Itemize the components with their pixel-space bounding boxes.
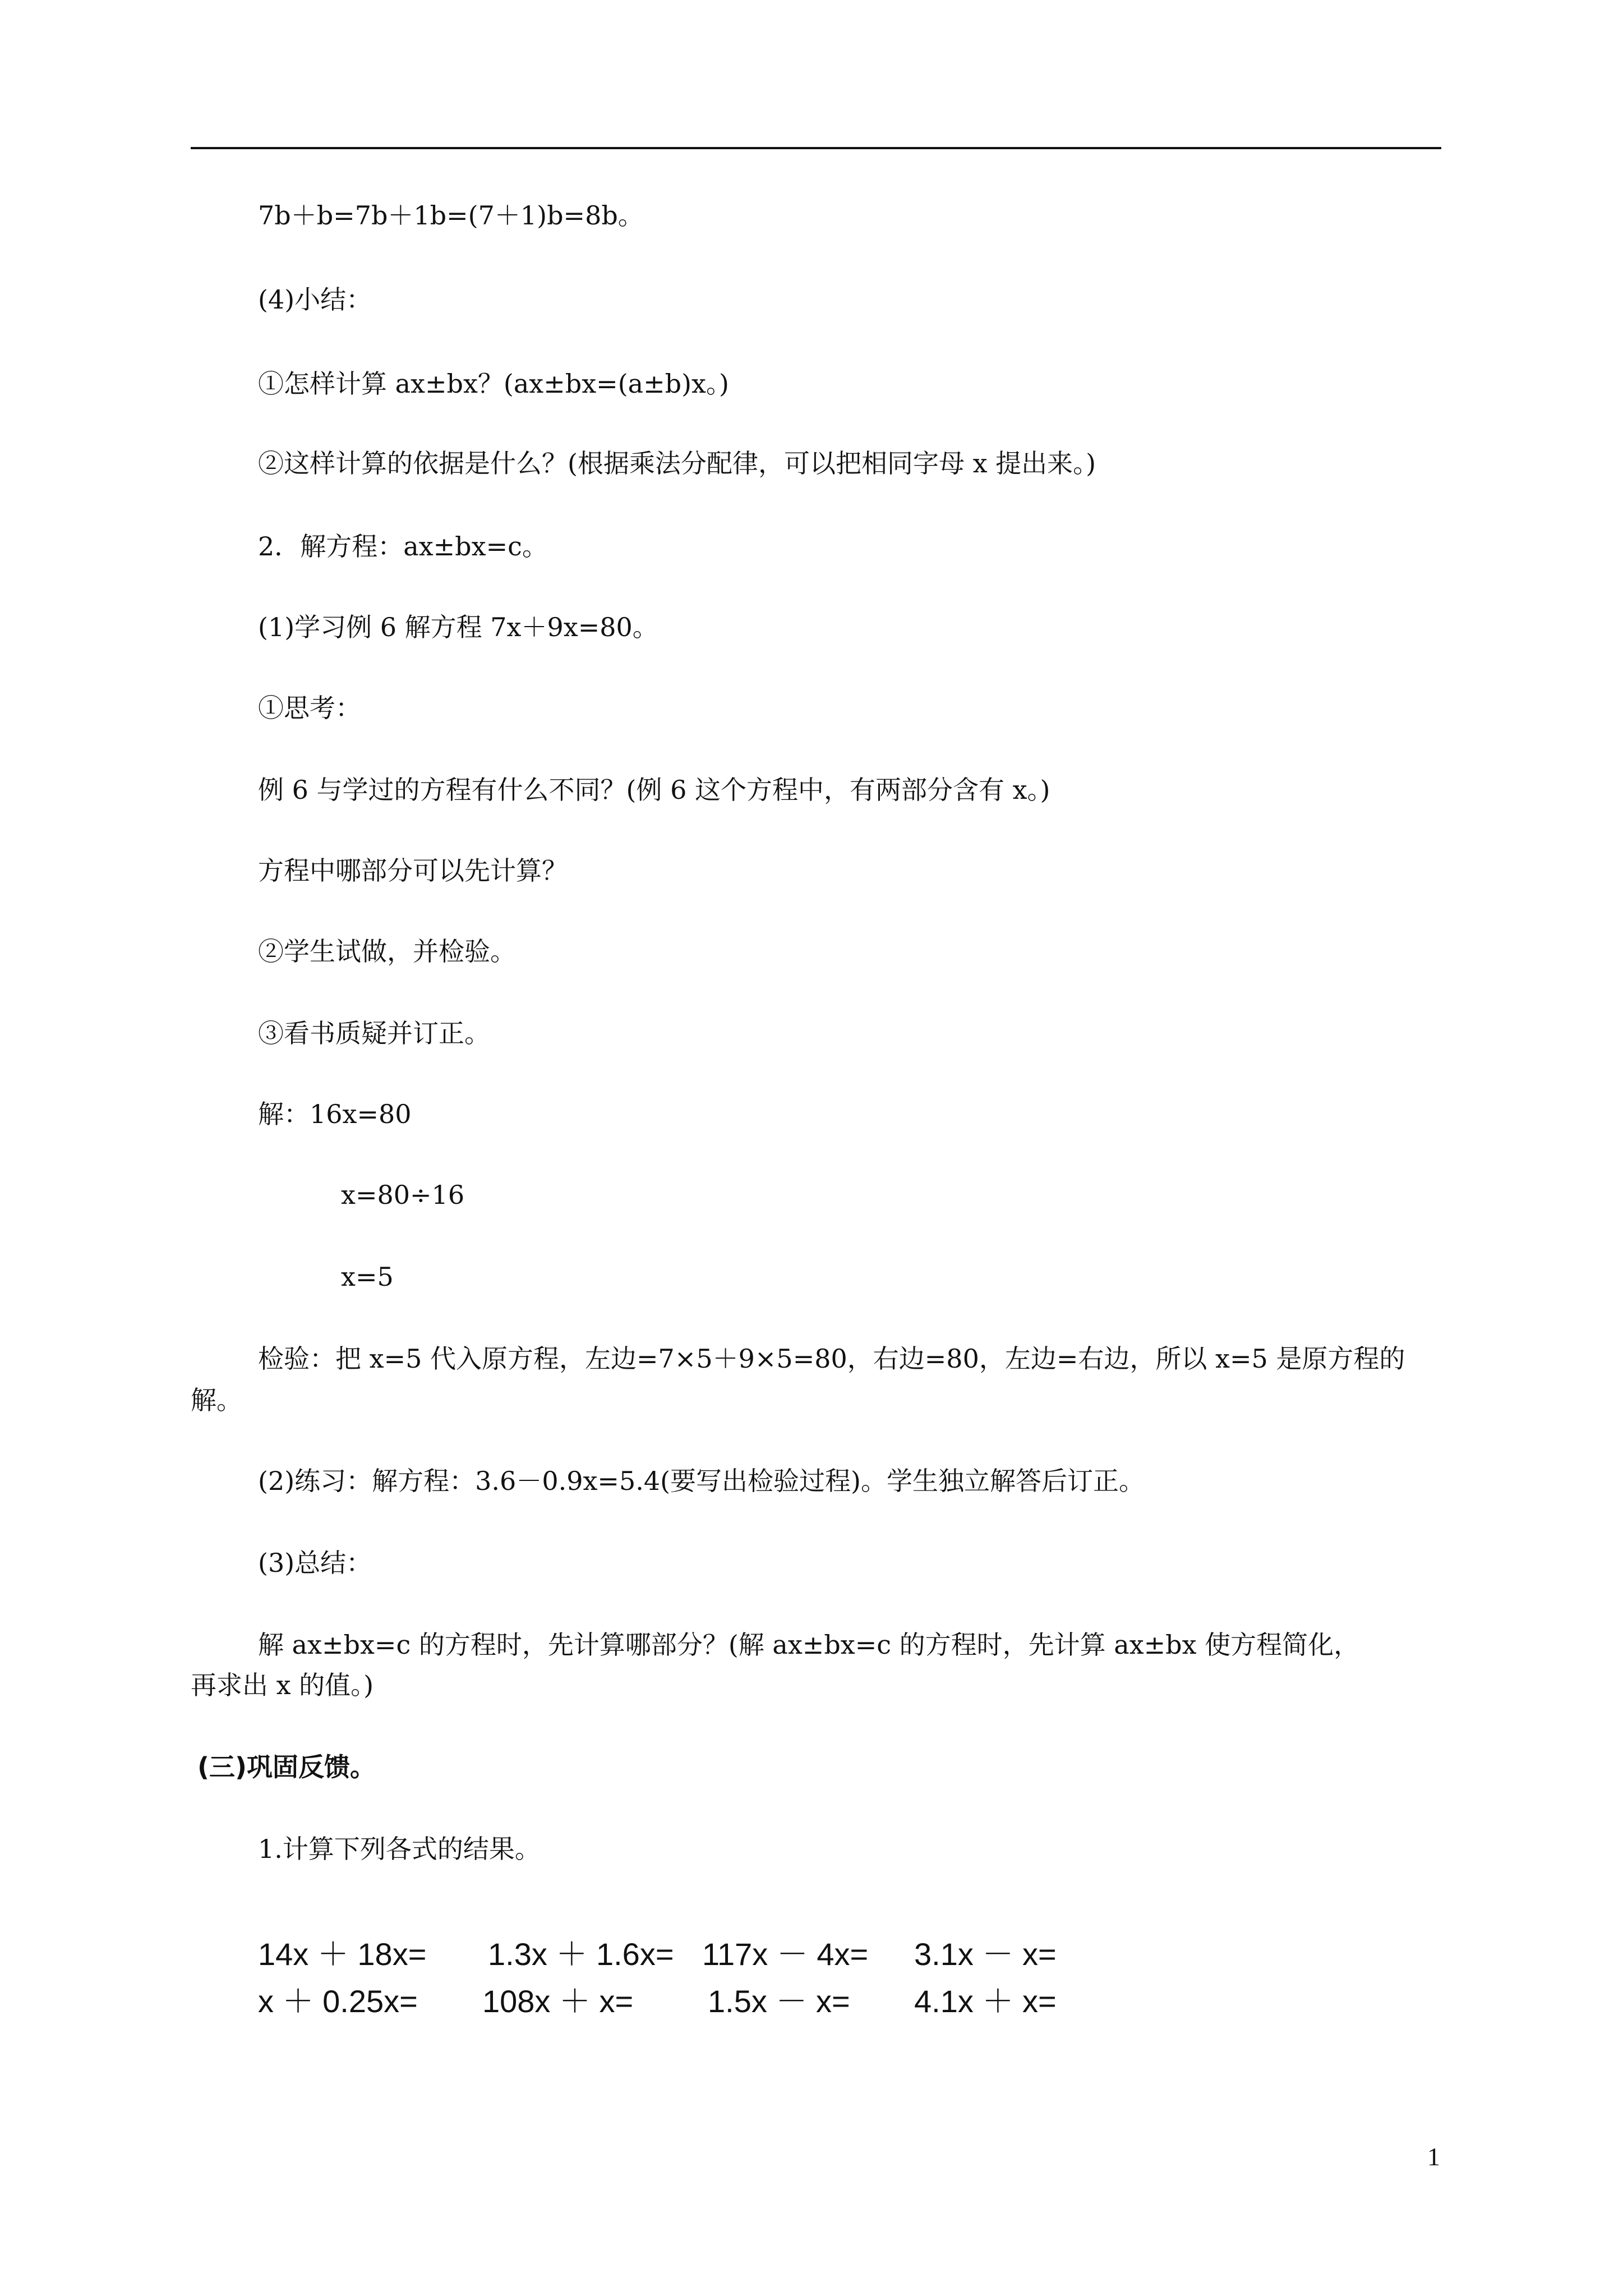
text-line: (2)练习：解方程：3.6－0.9x=5.4(要写出检验过程)。学生独立解答后订正。 [258,1466,1145,1496]
section-heading: (三)巩固反馈。 [197,1752,376,1782]
exercise-item: 117x － 4x= [702,1936,869,1972]
text-line: 解 ax±bx=c 的方程时，先计算哪部分？(解 ax±bx=c 的方程时，先计算 ax±bx 使方程简化， [258,1630,1360,1660]
page-number: 1 [1427,2142,1440,2171]
text-line: 检验：把 x=5 代入原方程，左边=7×5＋9×5=80，右边=80，左边=右边，所以 x=5 是原方程的 [258,1343,1405,1374]
header-rule [191,147,1441,149]
exercise-item: 3.1x － x= [914,1936,1057,1972]
text-line: ③看书质疑并订正。 [258,1018,490,1048]
text-line: (1)学习例 6 解方程 7x＋9x=80。 [258,612,658,642]
text-line: 1.计算下列各式的结果。 [258,1834,541,1864]
text-line: ②学生试做，并检验。 [258,936,516,967]
exercise-item: 4.1x ＋ x= [914,1984,1057,2019]
text-line: (4)小结： [258,284,372,315]
text-line: 例 6 与学过的方程有什么不同？(例 6 这个方程中，有两部分含有 x。) [258,775,1050,805]
exercise-item: 108x ＋ x= [482,1984,634,2019]
exercise-item: 1.5x － x= [708,1984,850,2019]
text-line: ①思考： [258,693,361,723]
exercise-item: x ＋ 0.25x= [258,1984,418,2019]
exercise-row [258,1981,1057,2183]
text-line: 7b＋b=7b＋1b=(7＋1)b=8b。 [258,200,644,231]
text-line: x=80÷16 [341,1180,465,1210]
text-line: 方程中哪部分可以先计算？ [258,855,568,886]
text-line: 再求出 x 的值。) [191,1670,374,1700]
text-line: x=5 [341,1262,394,1292]
text-line: ①怎样计算 ax±bx？(ax±bx=(a±b)x。) [258,369,729,399]
text-line: (3)总结： [258,1548,372,1578]
exercise-item: 14x ＋ 18x= [258,1936,427,1972]
text-line: 2．解方程：ax±bx=c。 [258,531,548,562]
text-line: ②这样计算的依据是什么？(根据乘法分配律，可以把相同字母 x 提出来。) [258,448,1096,478]
text-line: 解。 [191,1385,242,1415]
exercise-item: 1.3x ＋ 1.6x= [488,1936,674,1972]
text-line: 解：16x=80 [258,1099,412,1129]
